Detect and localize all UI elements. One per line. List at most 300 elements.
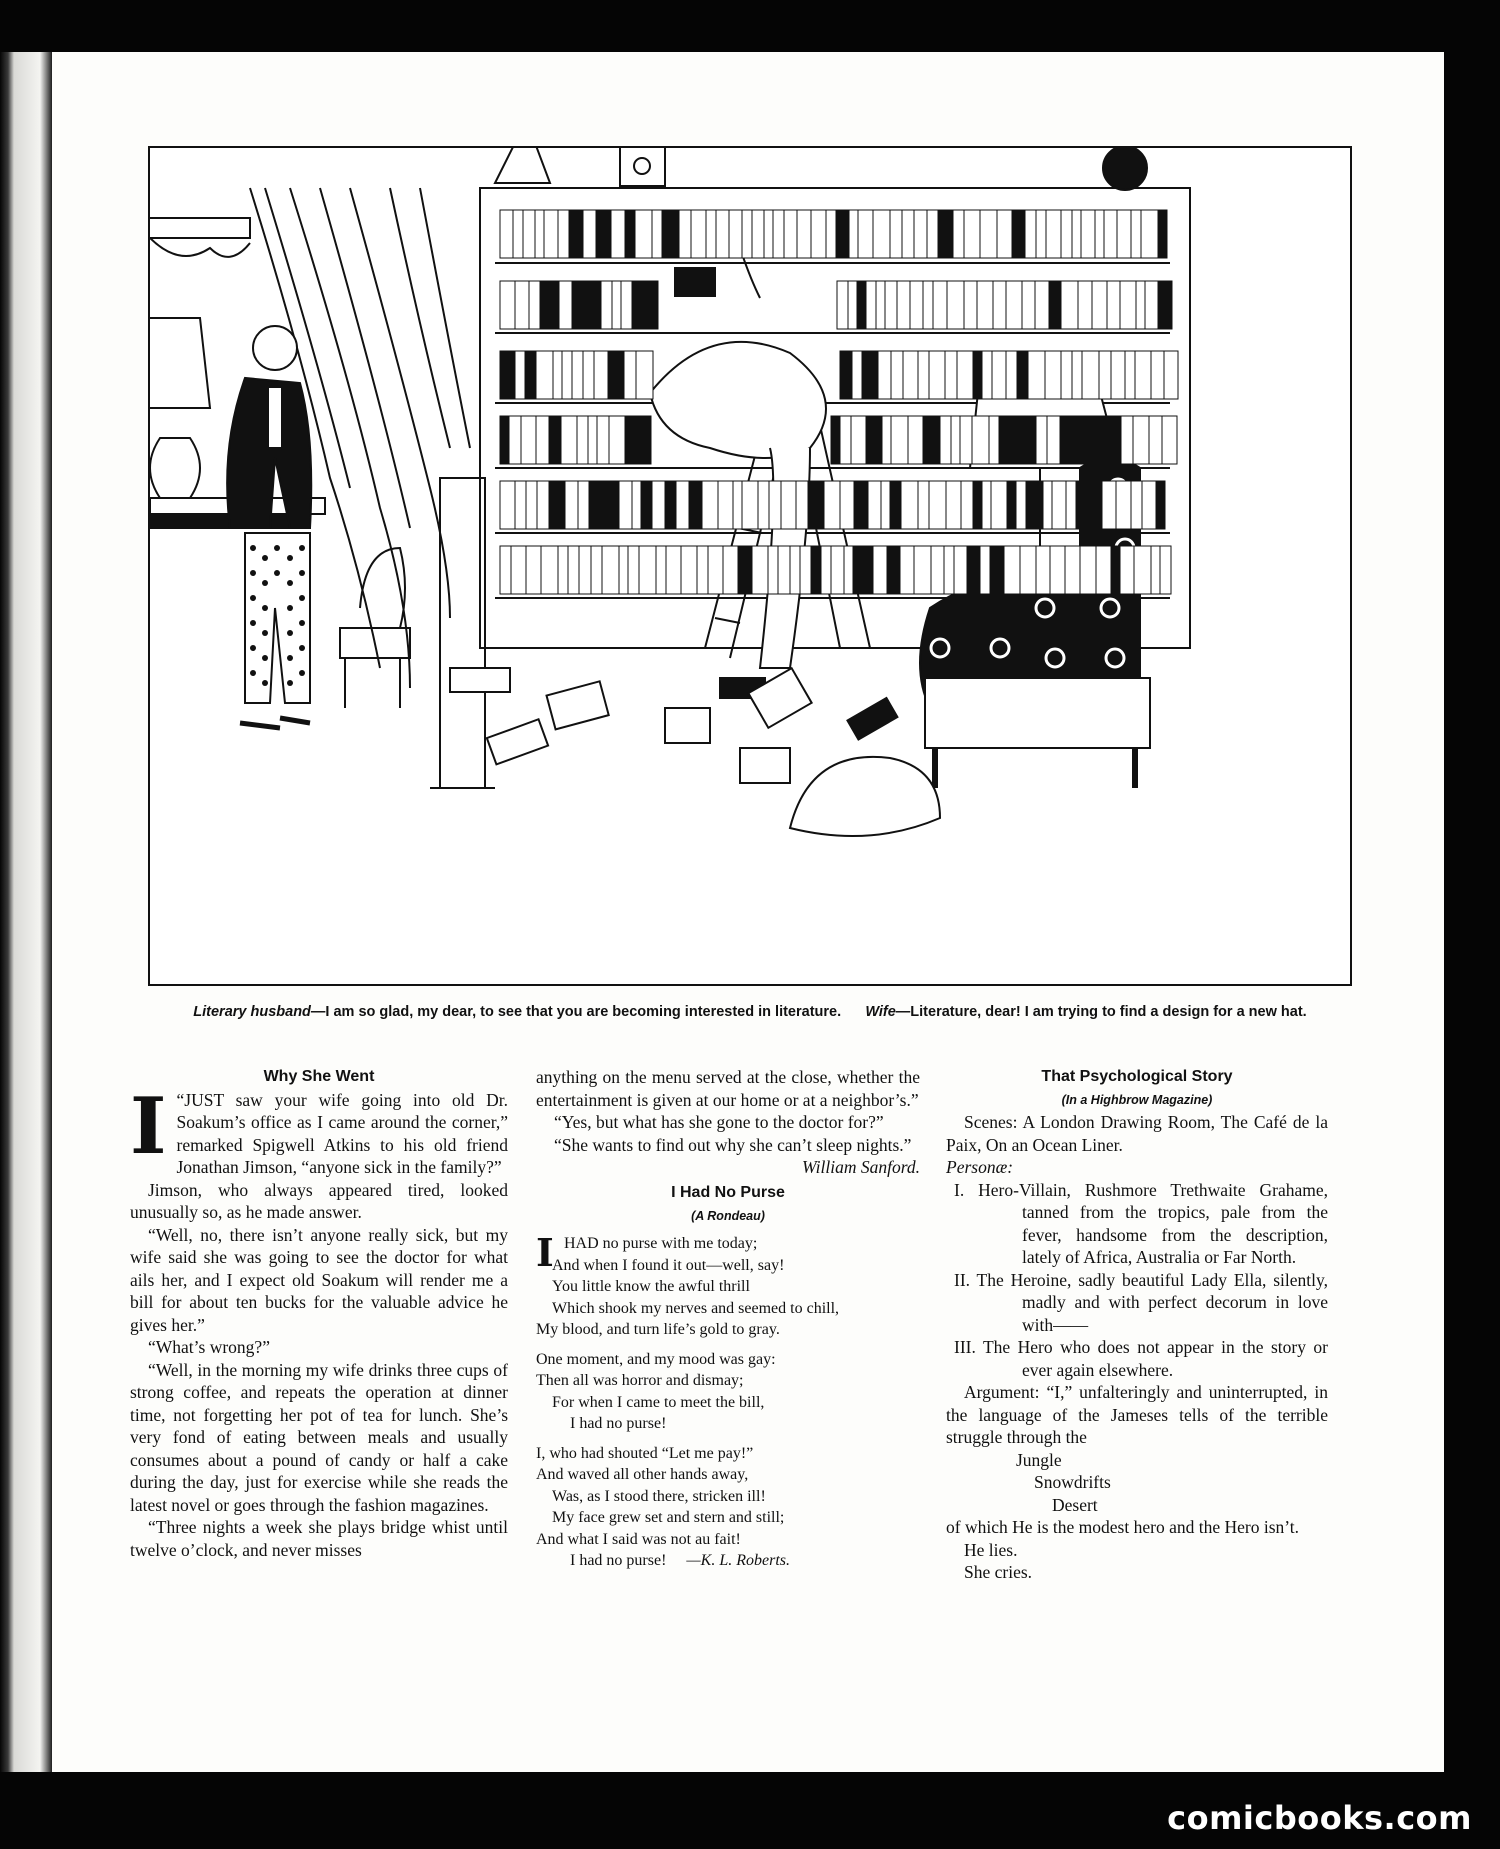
book-spine-shape bbox=[918, 351, 929, 399]
book-spine-shape bbox=[857, 281, 866, 329]
book-spine-shape bbox=[511, 546, 526, 594]
poem-title: I Had No Purse bbox=[671, 1184, 785, 1201]
story1-title: Why She Went bbox=[263, 1068, 375, 1085]
book-spine-shape bbox=[849, 210, 858, 258]
book-spine-shape bbox=[577, 416, 588, 464]
book-spine-shape bbox=[718, 481, 733, 529]
book-spine-shape bbox=[1164, 351, 1178, 399]
book-spine-shape bbox=[515, 351, 525, 399]
book-spine-shape bbox=[515, 281, 529, 329]
book-spine-shape bbox=[881, 481, 890, 529]
book-spine-shape bbox=[500, 351, 515, 399]
book-spine-shape bbox=[858, 210, 873, 258]
book-spine-shape bbox=[602, 546, 619, 594]
story2-argument: Argument: “I,” unfalteringly and uninterrupted, in the language of the Jameses tells of the terrible struggle through the bbox=[946, 1382, 1328, 1447]
book-spine-shape bbox=[844, 546, 853, 594]
book-spine-shape bbox=[764, 210, 773, 258]
caption-husband-label: Literary husband bbox=[193, 1004, 311, 1020]
book-spine-shape bbox=[652, 481, 665, 529]
book-spine-shape bbox=[500, 481, 515, 529]
book-spine-shape bbox=[940, 416, 951, 464]
story2-personae-label: Personæ: bbox=[946, 1157, 1014, 1177]
book-spine-shape bbox=[929, 351, 945, 399]
poem-subtitle: (A Rondeau) bbox=[691, 1208, 765, 1223]
book-spine-shape bbox=[738, 546, 752, 594]
book-spine-shape bbox=[1089, 416, 1099, 464]
book-spine-shape bbox=[544, 210, 558, 258]
book-spine-shape bbox=[1089, 481, 1102, 529]
cartoon-caption bbox=[160, 1002, 1340, 1022]
book-spine-shape bbox=[837, 281, 848, 329]
book-spine-shape bbox=[957, 351, 973, 399]
book-spine-shape bbox=[1022, 281, 1035, 329]
poem-line-text: I had no purse! bbox=[570, 1552, 667, 1569]
book-spine-shape bbox=[964, 210, 980, 258]
book-spine-shape bbox=[625, 210, 635, 258]
book-spine-shape bbox=[1110, 416, 1121, 464]
caption-wife-line: —Literature, dear! I am trying to find a design for a new hat. bbox=[895, 1004, 1307, 1020]
book-spine-shape bbox=[840, 416, 851, 464]
book-spine-shape bbox=[873, 210, 890, 258]
book-spine-shape bbox=[558, 210, 569, 258]
book-spine-shape bbox=[902, 210, 914, 258]
book-spine-shape bbox=[1006, 351, 1017, 399]
book-spine-shape bbox=[515, 481, 526, 529]
book-spine-shape bbox=[526, 546, 541, 594]
book-spine-shape bbox=[840, 481, 854, 529]
book-spine-shape bbox=[752, 210, 764, 258]
book-spine-shape bbox=[784, 210, 797, 258]
book-spine-shape bbox=[1125, 351, 1135, 399]
book-spine-shape bbox=[1162, 416, 1177, 464]
book-spine-shape bbox=[1007, 481, 1016, 529]
book-spine-shape bbox=[1035, 281, 1049, 329]
poem-stanza-1 bbox=[536, 1230, 920, 1341]
book-spine-shape bbox=[1036, 546, 1050, 594]
book-spine-shape bbox=[583, 210, 596, 258]
book-spine-shape bbox=[982, 481, 991, 529]
watermark: comicbooks.com bbox=[1167, 1799, 1472, 1837]
place-item: Snowdrifts bbox=[1034, 1472, 1111, 1492]
book-spine-shape bbox=[619, 481, 632, 529]
book-spine-shape bbox=[808, 481, 824, 529]
book-spine-shape bbox=[1006, 281, 1022, 329]
story2-he-lies: He lies. bbox=[964, 1539, 1018, 1560]
book-spine-shape bbox=[550, 281, 559, 329]
book-spine-shape bbox=[549, 416, 561, 464]
story2-subtitle: (In a Highbrow Magazine) bbox=[1061, 1092, 1213, 1107]
poem-line: And what I said was not au fait! bbox=[536, 1530, 741, 1548]
poem-line: You little know the awful thrill bbox=[552, 1278, 750, 1295]
book-spine-shape bbox=[706, 210, 716, 258]
book-spine-shape bbox=[579, 546, 591, 594]
book-spine-shape bbox=[611, 210, 625, 258]
book-spine-shape bbox=[1066, 481, 1076, 529]
story1-para-2: Jimson, who always appeared tired, looked unusually so, as he made answer. bbox=[130, 1179, 508, 1222]
book-spine-shape bbox=[1061, 351, 1072, 399]
book-spine-shape bbox=[946, 481, 961, 529]
book-spine-shape bbox=[641, 481, 652, 529]
book-spine-shape bbox=[1120, 546, 1134, 594]
book-spine-shape bbox=[689, 481, 702, 529]
book-spine-shape bbox=[553, 351, 562, 399]
book-spine-shape bbox=[1046, 210, 1061, 258]
book-spine-shape bbox=[500, 416, 509, 464]
book-spine-shape bbox=[997, 210, 1012, 258]
book-spine-shape bbox=[583, 351, 594, 399]
book-spine-shape bbox=[991, 481, 1007, 529]
book-spine-shape bbox=[1017, 351, 1028, 399]
book-spine-shape bbox=[1120, 281, 1136, 329]
book-spine-shape bbox=[742, 210, 752, 258]
book-spine-shape bbox=[639, 546, 656, 594]
book-spine-shape bbox=[1036, 416, 1047, 464]
book-spine-shape bbox=[1131, 481, 1142, 529]
column-1 bbox=[130, 1066, 508, 1561]
book-spine-shape bbox=[891, 416, 908, 464]
book-spine-shape bbox=[933, 281, 947, 329]
book-spine-shape bbox=[540, 281, 550, 329]
book-spine-shape bbox=[648, 281, 658, 329]
book-spine-shape bbox=[890, 481, 901, 529]
story1-para-1 bbox=[130, 1080, 508, 1179]
book-spine-shape bbox=[768, 546, 778, 594]
book-spine-shape bbox=[588, 281, 601, 329]
book-spine-shape bbox=[1117, 210, 1131, 258]
book-spine-shape bbox=[824, 481, 840, 529]
cast-item: III. The Hero who does not appear in the story or ever again elsewhere. bbox=[954, 1337, 1328, 1380]
book-spine-shape bbox=[742, 481, 758, 529]
book-spine-shape bbox=[868, 481, 881, 529]
book-spine-shape bbox=[918, 481, 929, 529]
story1-para-3: “Well, no, there isn’t anyone really sick, but my wife said she was going to see the doctor for what ails her, and I expect old Soakum will render me a bill for about ten bucks for the valuable advice he gives her.” bbox=[130, 1224, 508, 1335]
book-spine-shape bbox=[536, 416, 549, 464]
book-spine-shape bbox=[989, 416, 999, 464]
book-spine-shape bbox=[558, 546, 568, 594]
book-spine-shape bbox=[609, 416, 625, 464]
book-spine-shape bbox=[1025, 416, 1036, 464]
poem-line-text: HAD no purse with me today; bbox=[564, 1235, 758, 1252]
book-spine-shape bbox=[665, 481, 676, 529]
book-spine-shape bbox=[1160, 546, 1171, 594]
book-spine-shape bbox=[973, 351, 982, 399]
book-spine-shape bbox=[929, 481, 946, 529]
poem-line: I, who had shouted “Let me pay!” bbox=[536, 1444, 754, 1462]
book-spine-shape bbox=[866, 416, 882, 464]
book-spine-shape bbox=[990, 546, 1004, 594]
book-spine-shape bbox=[964, 281, 977, 329]
cartoon-illustration bbox=[148, 146, 1352, 986]
book-spine-shape bbox=[1081, 210, 1095, 258]
book-spine-shape bbox=[612, 281, 621, 329]
book-spine-shape bbox=[954, 546, 967, 594]
book-spine-shape bbox=[666, 546, 681, 594]
book-spine-shape bbox=[851, 416, 866, 464]
book-spine-shape bbox=[944, 546, 954, 594]
book-spine-shape bbox=[561, 416, 577, 464]
book-spine-shape bbox=[1096, 546, 1111, 594]
book-spine-shape bbox=[887, 546, 900, 594]
book-spine-shape bbox=[1076, 481, 1089, 529]
story2-title: That Psychological Story bbox=[1041, 1068, 1233, 1085]
book-spine-shape bbox=[1016, 481, 1026, 529]
book-spine-shape bbox=[866, 281, 876, 329]
poem-line: My face grew set and stern and still; bbox=[552, 1509, 785, 1526]
book-spine-shape bbox=[568, 546, 579, 594]
book-spine-shape bbox=[638, 416, 651, 464]
book-spine-shape bbox=[708, 546, 723, 594]
book-spine-shape bbox=[1102, 481, 1116, 529]
story1-para-4: “What’s wrong?” bbox=[148, 1337, 270, 1357]
book-spine-shape bbox=[1142, 481, 1156, 529]
poem-line: Was, as I stood there, stricken ill! bbox=[552, 1487, 766, 1505]
book-spine-shape bbox=[796, 481, 808, 529]
book-spine-shape bbox=[636, 351, 653, 399]
book-spine-shape bbox=[897, 281, 910, 329]
book-spine-shape bbox=[951, 416, 960, 464]
book-spine-shape bbox=[1134, 546, 1151, 594]
book-spine-shape bbox=[1141, 210, 1158, 258]
book-spine-shape bbox=[702, 481, 718, 529]
book-spine-shape bbox=[733, 481, 742, 529]
caption-husband-line: —I am so glad, my dear, to see that you are becoming interested in literature. bbox=[310, 1004, 842, 1020]
book-spine-shape bbox=[960, 416, 972, 464]
book-spine-shape bbox=[826, 210, 836, 258]
book-spine-shape bbox=[790, 546, 800, 594]
book-spine-shape bbox=[863, 546, 873, 594]
book-spine-shape bbox=[1047, 416, 1060, 464]
book-spine-shape bbox=[1092, 281, 1107, 329]
book-spine-shape bbox=[1049, 281, 1061, 329]
book-spine-shape bbox=[1158, 281, 1172, 329]
book-spine-shape bbox=[967, 546, 980, 594]
book-spine-shape bbox=[980, 210, 997, 258]
book-spine-shape bbox=[656, 546, 666, 594]
cast-item: II. The Heroine, sadly beautiful Lady Ella, silently, madly and with perfect decorum in love with—— bbox=[954, 1269, 1328, 1335]
book-spine-shape bbox=[908, 416, 923, 464]
book-spine-shape bbox=[1028, 351, 1045, 399]
book-spine-shape bbox=[529, 281, 540, 329]
book-spine-shape bbox=[572, 281, 588, 329]
story1-para-9-text: “She wants to find out why she can’t sleep nights.” bbox=[554, 1134, 912, 1155]
story1-para-9 bbox=[536, 1134, 920, 1177]
book-spine-shape bbox=[961, 481, 973, 529]
book-spine-shape bbox=[729, 210, 742, 258]
book-spine-shape bbox=[535, 210, 544, 258]
story1-para-7: anything on the menu served at the close, whether the entertainment is given at our home or at a neighbor’s.” bbox=[536, 1067, 920, 1110]
poem-line: For when I came to meet the bill, bbox=[552, 1393, 765, 1411]
book-spine-shape bbox=[624, 351, 636, 399]
poem-author: —K. L. Roberts. bbox=[686, 1552, 790, 1569]
poem-dropcap: I bbox=[536, 1230, 554, 1275]
poem-line: One moment, and my mood was gay: bbox=[536, 1350, 776, 1368]
book-spine-shape bbox=[1131, 210, 1141, 258]
book-spine-shape bbox=[993, 281, 1006, 329]
book-spine-shape bbox=[781, 481, 796, 529]
book-spine-shape bbox=[900, 546, 914, 594]
book-spine-shape bbox=[562, 351, 572, 399]
book-spine-shape bbox=[1004, 546, 1020, 594]
book-spine-shape bbox=[852, 351, 862, 399]
book-spine-shape bbox=[1072, 210, 1081, 258]
poem-line: Which shook my nerves and seemed to chill, bbox=[552, 1299, 840, 1317]
story2-scenes: Scenes: A London Drawing Room, The Café de la Paix, On an Ocean Liner. bbox=[946, 1112, 1328, 1155]
book-spine-shape bbox=[811, 546, 821, 594]
book-spine-shape bbox=[853, 546, 863, 594]
book-spine-shape bbox=[621, 281, 632, 329]
book-spine-shape bbox=[947, 281, 964, 329]
book-spine-shape bbox=[931, 546, 944, 594]
book-spine-shape bbox=[596, 210, 611, 258]
column-2 bbox=[536, 1066, 920, 1580]
poem-line: And when I found it out—well, say! bbox=[552, 1256, 785, 1274]
book-spine-shape bbox=[569, 210, 583, 258]
book-spine-shape bbox=[632, 281, 648, 329]
book-spine-shape bbox=[1099, 416, 1110, 464]
book-spine-shape bbox=[831, 546, 844, 594]
book-spine-shape bbox=[821, 546, 831, 594]
book-spine-shape bbox=[594, 351, 608, 399]
book-spine-shape bbox=[927, 210, 938, 258]
book-spine-shape bbox=[632, 481, 641, 529]
book-spine-shape bbox=[681, 546, 697, 594]
book-spine-shape bbox=[588, 416, 597, 464]
book-spine-shape bbox=[831, 416, 840, 464]
story2-cast-list bbox=[946, 1179, 1328, 1382]
book-spine-shape bbox=[1145, 281, 1158, 329]
book-spine-shape bbox=[914, 546, 931, 594]
book-spine-shape bbox=[1111, 351, 1125, 399]
book-spine-shape bbox=[769, 481, 781, 529]
book-spine-shape bbox=[662, 210, 679, 258]
book-spine-shape bbox=[509, 416, 521, 464]
book-spine-shape bbox=[679, 210, 691, 258]
story1-author: William Sanford. bbox=[802, 1157, 920, 1177]
book-spine-shape bbox=[901, 481, 918, 529]
book-spine-shape bbox=[628, 546, 639, 594]
book-spine-shape bbox=[1061, 210, 1072, 258]
book-spine-shape bbox=[559, 281, 572, 329]
caption-wife-label: Wife bbox=[865, 1004, 896, 1020]
book-spine-shape bbox=[848, 281, 857, 329]
book-spine-shape bbox=[619, 546, 628, 594]
book-spine-shape bbox=[1020, 546, 1036, 594]
book-spine-shape bbox=[873, 546, 887, 594]
book-spine-shape bbox=[1151, 351, 1164, 399]
book-spine-shape bbox=[972, 416, 989, 464]
book-spine bbox=[0, 52, 52, 1772]
book-spine-shape bbox=[526, 481, 537, 529]
book-spine-shape bbox=[676, 481, 689, 529]
story2-ending: of which He is the modest hero and the Hero isn’t. bbox=[946, 1517, 1299, 1537]
book-spine-shape bbox=[836, 210, 849, 258]
book-spine-shape bbox=[652, 210, 662, 258]
place-item: Desert bbox=[1052, 1494, 1098, 1515]
book-spine-shape bbox=[982, 351, 992, 399]
book-spine-shape bbox=[891, 351, 903, 399]
book-spine-shape bbox=[523, 210, 535, 258]
book-spine-shape bbox=[910, 281, 923, 329]
book-spine-shape bbox=[601, 281, 612, 329]
story2-she-cries: She cries. bbox=[964, 1562, 1033, 1582]
library-scene-drawing bbox=[150, 148, 1350, 984]
book-spine-shape bbox=[578, 481, 589, 529]
book-spine-shape bbox=[537, 481, 549, 529]
book-spine-shape bbox=[938, 210, 953, 258]
book-spine-shape bbox=[697, 546, 708, 594]
book-spine-shape bbox=[521, 416, 536, 464]
book-spine-shape bbox=[1026, 481, 1043, 529]
book-spine-shape bbox=[1116, 481, 1131, 529]
story1-para-1-text: “JUST saw your wife going into old Dr. Soakum’s office as I came around the corner,” remarked Spigwell Atkins to his old friend Jonathan Jimson, “anyone sick in the family?” bbox=[176, 1089, 508, 1177]
book-spine-shape bbox=[549, 481, 565, 529]
book-spine-shape bbox=[1080, 546, 1096, 594]
poem-line: Then all was horror and dismay; bbox=[536, 1372, 744, 1389]
book-spine-shape bbox=[1156, 481, 1165, 529]
story1-para-6: “Three nights a week she plays bridge whist until twelve o’clock, and never misses bbox=[130, 1517, 508, 1560]
book-spine-shape bbox=[1151, 546, 1160, 594]
poem-stanza-2 bbox=[536, 1349, 920, 1435]
book-spine-shape bbox=[752, 546, 768, 594]
book-spine-shape bbox=[1052, 481, 1066, 529]
book-spine-shape bbox=[999, 416, 1014, 464]
book-spine-shape bbox=[500, 210, 513, 258]
book-spine-shape bbox=[1136, 281, 1145, 329]
book-spine-shape bbox=[572, 351, 583, 399]
book-spine-shape bbox=[882, 416, 891, 464]
poem-line: My blood, and turn life’s gold to gray. bbox=[536, 1321, 780, 1338]
book-spine-shape bbox=[513, 210, 523, 258]
book-spine-shape bbox=[773, 210, 784, 258]
book-spine-shape bbox=[1065, 546, 1080, 594]
book-spine-shape bbox=[1014, 416, 1025, 464]
book-spine-shape bbox=[992, 351, 1006, 399]
book-spine-shape bbox=[1045, 351, 1061, 399]
book-spine-shape bbox=[923, 281, 933, 329]
book-spine-shape bbox=[536, 351, 553, 399]
book-spine-shape bbox=[608, 351, 624, 399]
book-spine-shape bbox=[1107, 281, 1120, 329]
story1-para-5: “Well, in the morning my wife drinks three cups of strong coffee, and repeats the operation at dinner time, not forgetting her pot of tea for lunch. She’s very fond of eating between meals and usually consumes about a pound of candy or half a cake during the day, just for exercise while she reads the latest novel or goes through the fashion magazines. bbox=[130, 1359, 508, 1515]
book-spine-shape bbox=[1095, 210, 1104, 258]
book-spine-shape bbox=[1082, 351, 1099, 399]
book-spine-shape bbox=[635, 210, 652, 258]
book-spine-shape bbox=[1135, 351, 1151, 399]
book-spine-shape bbox=[890, 210, 902, 258]
poem-line: And waved all other hands away, bbox=[536, 1466, 749, 1483]
book-spine-shape bbox=[885, 281, 897, 329]
book-spine-shape bbox=[1078, 281, 1092, 329]
book-spine-shape bbox=[1050, 546, 1065, 594]
book-spine-shape bbox=[723, 546, 738, 594]
book-spine-shape bbox=[811, 210, 826, 258]
book-spine-shape bbox=[854, 481, 868, 529]
book-spine-shape bbox=[903, 351, 918, 399]
book-spine-shape bbox=[589, 481, 604, 529]
book-spine-shape bbox=[565, 481, 578, 529]
book-spine-shape bbox=[878, 351, 891, 399]
book-spine-shape bbox=[1061, 281, 1078, 329]
book-spine-shape bbox=[625, 416, 638, 464]
book-spine-shape bbox=[604, 481, 619, 529]
book-spine-shape bbox=[1025, 210, 1036, 258]
book-spine-shape bbox=[840, 351, 852, 399]
book-spine-shape bbox=[1060, 416, 1077, 464]
book-spine-shape bbox=[977, 281, 993, 329]
story1-dropcap: I bbox=[130, 1080, 167, 1172]
book-spine-shape bbox=[716, 210, 729, 258]
book-spine-shape bbox=[973, 481, 982, 529]
